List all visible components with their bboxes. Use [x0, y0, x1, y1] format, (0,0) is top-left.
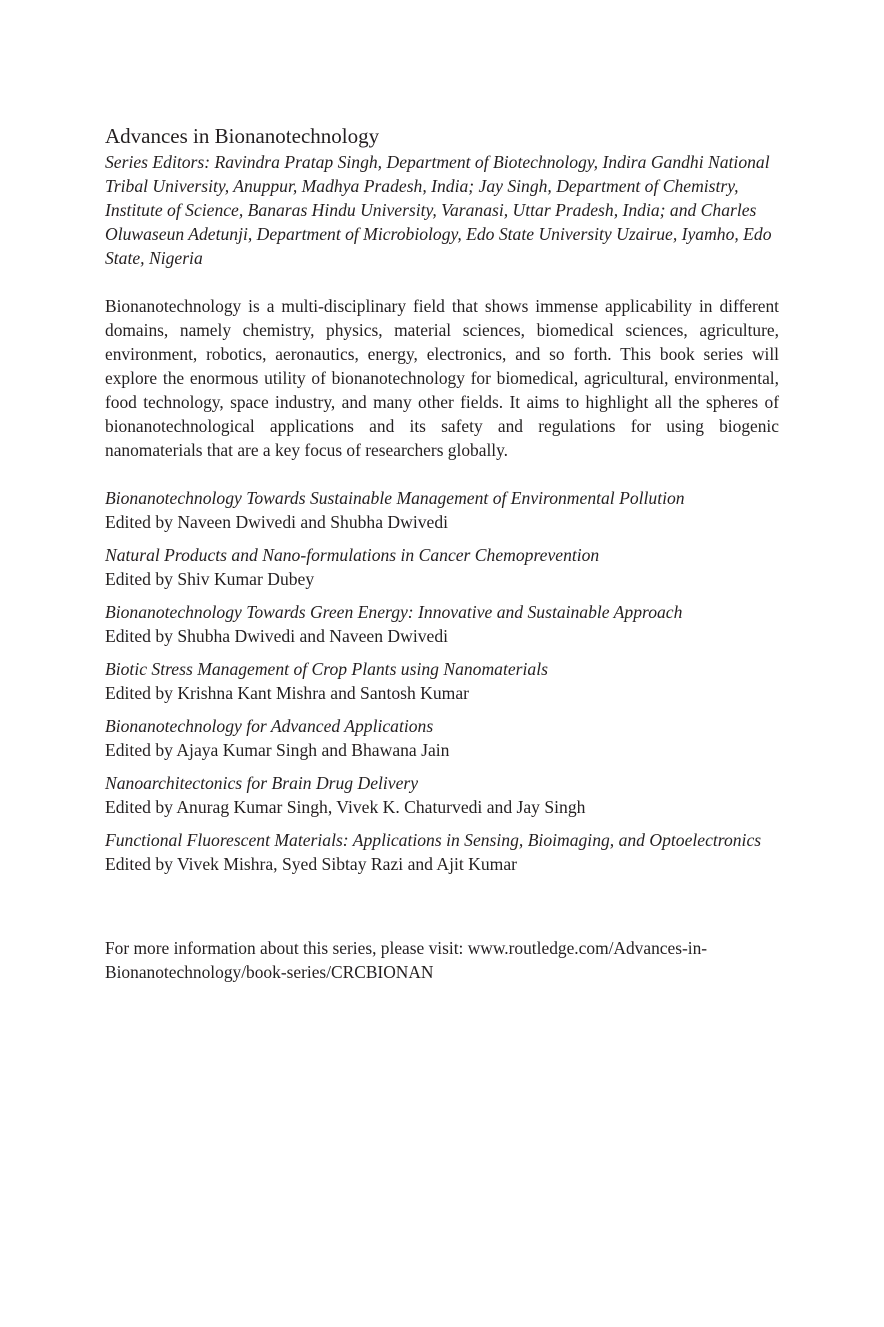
- series-description: Bionanotechnology is a multi-disciplinary field that shows immense applicability in different domains, namely chemistry, physics, material sciences, biomedical sciences, agriculture, environment, robotics, aeronautics, energy, electronics, and so forth. This book series will explore the enormous utility of bionanotechnology for biomedical, agricultural, environmental, food technology, space industry, and many other fields. It aims to highlight all the spheres of bionanotechnological applications and its safety and regulations for using biogenic nanomaterials that are a key focus of researchers globally.: [105, 296, 779, 460]
- book-editors: Edited by Ajaya Kumar Singh and Bhawana Jain: [105, 740, 450, 760]
- book-editors: Edited by Shubha Dwivedi and Naveen Dwivedi: [105, 626, 449, 646]
- more-info-prefix: For more information about this series, please visit:: [105, 938, 468, 958]
- book-item: [105, 486, 779, 534]
- book-item: [105, 600, 779, 648]
- series-url-link[interactable]: www.routledge.com/Advances-in-Bionanotechnology/book-series/CRCBIONAN: [105, 938, 708, 982]
- book-editors: Edited by Shiv Kumar Dubey: [105, 569, 315, 589]
- series-editors: Series Editors: Ravindra Pratap Singh, Department of Biotechnology, Indira Gandhi National Tribal University, Anuppur, Madhya Pradesh, India; Jay Singh, Department of Chemistry, Institute of Science, Banaras Hindu University, Varanasi, Uttar Pradesh, India; and Charles Oluwaseun Adetunji, Department of Microbiology, Edo State University Uzairue, Iyamho, Edo State, Nigeria: [105, 152, 772, 268]
- book-title: Biotic Stress Management of Crop Plants using Nanomaterials: [105, 659, 548, 679]
- book-item: [105, 657, 779, 705]
- more-info: [105, 936, 779, 984]
- book-title: Bionanotechnology for Advanced Applications: [105, 716, 434, 736]
- book-item: [105, 543, 779, 591]
- document-page: [105, 122, 779, 984]
- book-title: Nanoarchitectonics for Brain Drug Delivery: [105, 773, 419, 793]
- book-editors: Edited by Anurag Kumar Singh, Vivek K. Chaturvedi and Jay Singh: [105, 797, 586, 817]
- book-editors: Edited by Vivek Mishra, Syed Sibtay Razi and Ajit Kumar: [105, 854, 518, 874]
- book-title: Bionanotechnology Towards Sustainable Management of Environmental Pollution: [105, 488, 685, 508]
- book-title: Functional Fluorescent Materials: Applications in Sensing, Bioimaging, and Optoelectronics: [105, 830, 762, 850]
- book-editors: Edited by Krishna Kant Mishra and Santosh Kumar: [105, 683, 470, 703]
- series-title: Advances in Bionanotechnology: [105, 124, 380, 148]
- book-title: Natural Products and Nano-formulations in Cancer Chemoprevention: [105, 545, 600, 565]
- book-list: [105, 486, 779, 876]
- book-item: [105, 828, 779, 876]
- book-title: Bionanotechnology Towards Green Energy: Innovative and Sustainable Approach: [105, 602, 683, 622]
- book-item: [105, 714, 779, 762]
- book-item: [105, 771, 779, 819]
- book-editors: Edited by Naveen Dwivedi and Shubha Dwivedi: [105, 512, 449, 532]
